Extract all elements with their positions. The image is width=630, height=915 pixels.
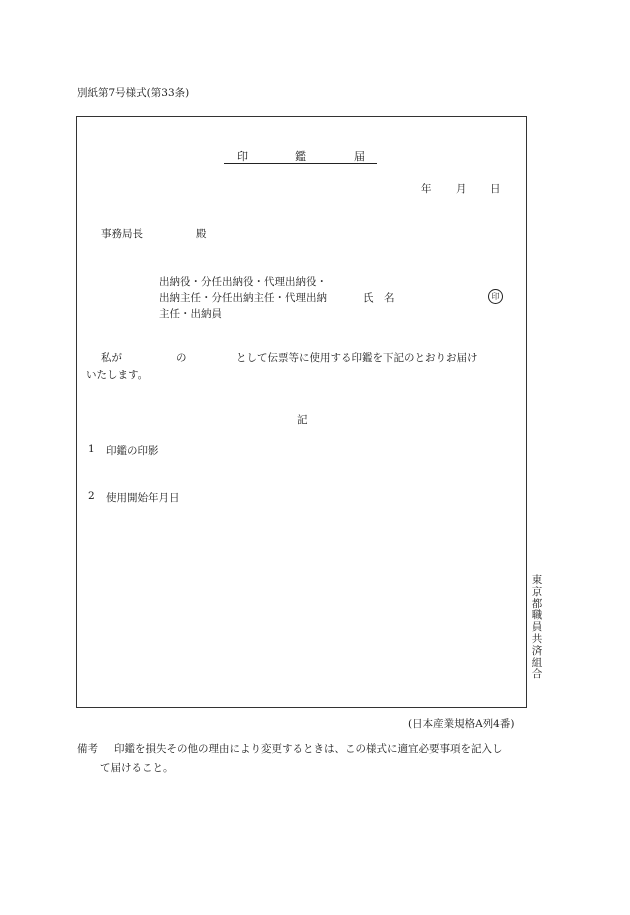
name-label: 氏 名 (363, 292, 395, 304)
body-text-line-2: いたします。 (86, 369, 149, 381)
date-year: 年 (421, 183, 432, 195)
title-char-2: 鑑 (295, 150, 306, 163)
body-text-part-3: として伝票等に使用する印鑑を下記のとおりお届け (236, 352, 478, 364)
note-label: 備考 (77, 743, 98, 755)
item-2-label: 使用開始年月日 (106, 492, 180, 504)
roles-line-1: 出納役・分任出納役・代理出納役・ (159, 276, 327, 288)
roles-line-3: 主任・出納員 (159, 308, 222, 320)
roles-line-2: 出納主任・分任出納主任・代理出納 (159, 292, 327, 304)
seal-mark-icon: 印 (488, 289, 503, 304)
title-char-1: 印 (237, 150, 248, 163)
note-line-2: て届けること。 (100, 762, 174, 774)
body-text-part-2: の (176, 352, 187, 364)
form-number: 別紙第7号様式(第33条) (77, 87, 190, 99)
addressee: 事務局長 (101, 228, 143, 240)
form-title (224, 148, 377, 164)
side-organization-name: 東京都職員共済組合 (531, 574, 543, 681)
ki-label: 記 (297, 414, 308, 426)
date-day: 日 (490, 183, 501, 195)
date-month: 月 (456, 183, 467, 195)
item-2-number: 2 (88, 490, 95, 502)
paper-size-note: (日本産業規格A列4番) (408, 718, 515, 730)
item-1-number: 1 (88, 443, 95, 455)
item-1-label: 印鑑の印影 (106, 445, 159, 457)
body-text-part-1: 私が (101, 352, 122, 364)
title-char-3: 届 (354, 150, 365, 163)
note-line-1: 印鑑を損失その他の理由により変更するときは、この様式に適宜必要事項を記入し (114, 743, 503, 755)
honorific: 殿 (196, 228, 207, 240)
